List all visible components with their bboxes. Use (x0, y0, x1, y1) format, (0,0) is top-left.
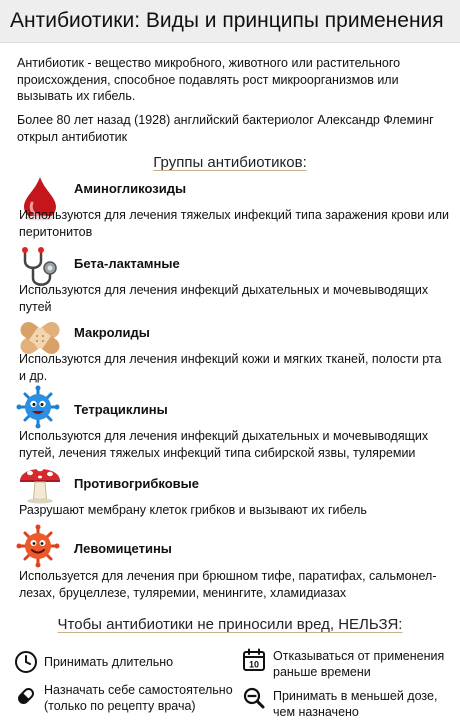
group-desc-tetracyclines: Используются для лечения инфекций дыхательных и мочевыводящих путей, лечения тяжелых инфекций типа сибирской язвы, туляремии (19, 429, 429, 460)
rule-stop-early: Отказываться от применения раньше времени (273, 649, 445, 679)
rule-self-prescribe: Назначать себе самостоятельно (только по рецепту врача) (44, 683, 233, 713)
group-title-antifungal: Противогрибковые (74, 476, 199, 491)
calendar-number: 10 (248, 659, 260, 670)
clock-icon (14, 650, 38, 674)
history-text: Более 80 лет назад (1928) английский бактериолог Александр Флеминг открыл антибиотик (17, 113, 434, 144)
rule-long-use: Принимать длительно (44, 655, 174, 669)
group-title-levomycetins: Левомицетины (74, 541, 172, 556)
groups-heading-text: Группы антибиотиков: (153, 154, 307, 171)
rule-lower-dose: Принимать в меньшей дозе, чем назначено (273, 689, 438, 719)
group-desc-beta-lactam: Используются для лечения инфекций дыхательных и мочевыводящих путей (19, 283, 429, 314)
pill-icon (14, 684, 38, 708)
page-title: Антибиотики: Виды и принципы применения (10, 9, 444, 32)
group-title-tetracyclines: Тетрациклины (74, 402, 168, 417)
mushroom-icon (16, 459, 68, 505)
group-title-beta-lactam: Бета-лактамные (74, 256, 180, 271)
group-title-aminoglycosides: Аминогликозиды (74, 181, 187, 196)
red-virus-icon (16, 523, 68, 569)
group-desc-antifungal: Разрушают мембрану клеток грибков и вызывают их гибель (19, 503, 367, 517)
definition-text: Антибиотик - вещество микробного, животного или растительного происхождения, способное подавлять рост микроорганизмов или вызывать их гибель. (17, 56, 401, 103)
group-desc-macrolides: Используются для лечения инфекций кожи и мягких тканей, полости рта и др. (19, 352, 442, 383)
rules-heading-text: Чтобы антибиотики не приносили вред, НЕЛЬЗЯ: (57, 616, 403, 633)
title-bar (0, 0, 460, 43)
group-desc-levomycetins: Используется для лечения при брюшном тифе, паратифах, сальмонел-лезах, бруцеллезе, туляремии, менингите, хламидиазах (19, 569, 437, 600)
group-desc-aminoglycosides: Используются для лечения тяжелых инфекций типа заражения крови или перитонитов (19, 208, 449, 239)
zoom-out-icon (242, 686, 266, 710)
group-title-macrolides: Макролиды (74, 325, 150, 340)
groups-heading (0, 154, 460, 172)
blue-microbe-icon (16, 384, 68, 430)
calendar-icon (242, 648, 266, 672)
rules-heading (0, 616, 460, 634)
